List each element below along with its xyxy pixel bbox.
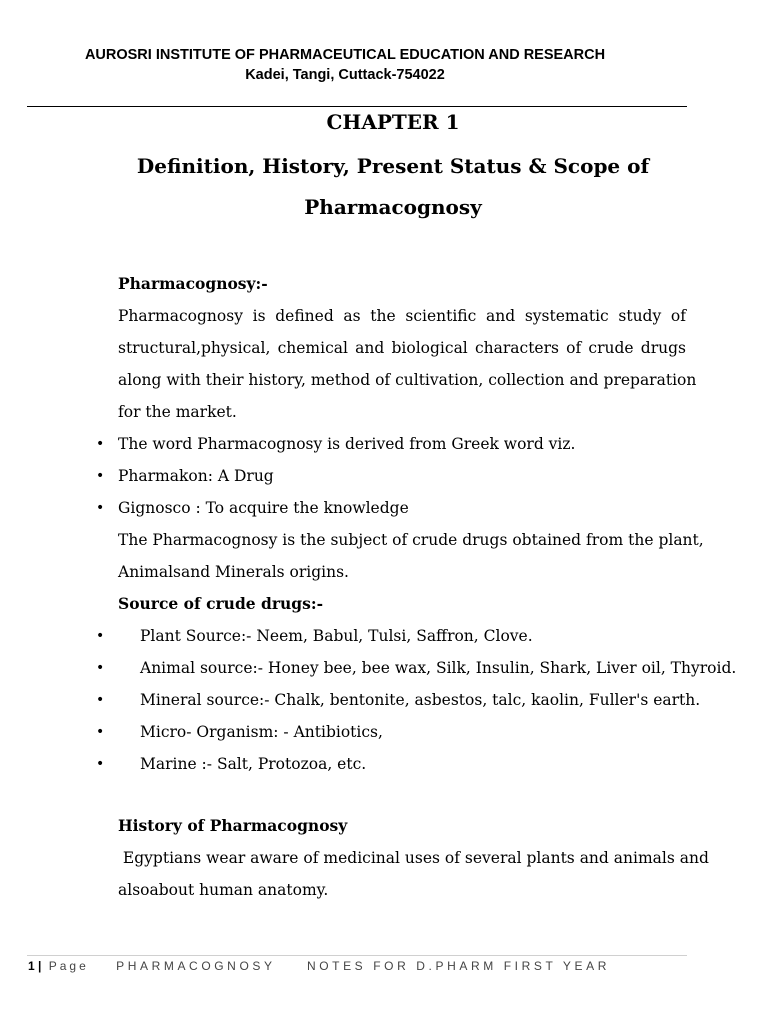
footer-notes: NOTES FOR D.PHARM FIRST YEAR: [306, 959, 610, 973]
bullet-item: • Marine :- Salt, Protozoa, etc.: [118, 748, 686, 780]
chapter-title-line-1: Definition, History, Present Status & Scope of: [136, 154, 650, 178]
page-number: 1: [28, 959, 35, 973]
header-divider: [27, 106, 687, 107]
bullet-item: • Mineral source:- Chalk, bentonite, asbestos, talc, kaolin, Fuller's earth.: [118, 684, 686, 716]
chapter-title: [0, 146, 768, 228]
section-heading-source: Source of crude drugs:-: [118, 594, 324, 613]
paragraph-line: along with their history, method of cultivation, collection and preparation: [118, 371, 697, 389]
bullet-item: • Gignosco : To acquire the knowledge: [118, 492, 686, 524]
footer-separator: |: [38, 959, 42, 973]
bullet-item: • Animal source:- Honey bee, bee wax, Silk, Insulin, Shark, Liver oil, Thyroid.: [118, 652, 686, 684]
paragraph-line: structural,physical, chemical and biological characters of crude drugs: [118, 339, 686, 357]
page-word: Page: [48, 959, 89, 973]
document-body: [118, 268, 737, 906]
page-footer: [28, 958, 728, 974]
paragraph-line: Animalsand Minerals origins.: [118, 563, 349, 581]
section-heading-history: History of Pharmacognosy: [118, 816, 348, 835]
bullet-item: • Micro- Organism: - Antibiotics,: [118, 716, 686, 748]
footer-subject: PHARMACOGNOSY: [116, 959, 276, 973]
section-gap: [118, 780, 686, 810]
paragraph-line: The Pharmacognosy is the subject of crude drugs obtained from the plant,: [118, 531, 704, 549]
page-header: [0, 45, 690, 85]
bullet-item: • Pharmakon: A Drug: [118, 460, 686, 492]
chapter-label: CHAPTER 1: [326, 110, 460, 134]
paragraph-line: alsoabout human anatomy.: [118, 881, 329, 899]
bullet-item: • The word Pharmacognosy is derived from Greek word viz.: [118, 428, 686, 460]
institute-name: AUROSRI INSTITUTE OF PHARMACEUTICAL EDUCATION AND RESEARCH: [84, 47, 606, 63]
paragraph-line: Pharmacognosy is defined as the scientific and systematic study of: [118, 307, 686, 325]
institute-address: Kadei, Tangi, Cuttack-754022: [245, 67, 445, 83]
chapter-title-line-2: Pharmacognosy: [304, 195, 482, 219]
paragraph-line: for the market.: [118, 403, 237, 421]
footer-divider: [27, 955, 687, 956]
bullet-item: • Plant Source:- Neem, Babul, Tulsi, Saffron, Clove.: [118, 620, 686, 652]
paragraph-line: Egyptians wear aware of medicinal uses of several plants and animals and: [118, 849, 709, 867]
section-heading-pharmacognosy: Pharmacognosy:-: [118, 274, 268, 293]
